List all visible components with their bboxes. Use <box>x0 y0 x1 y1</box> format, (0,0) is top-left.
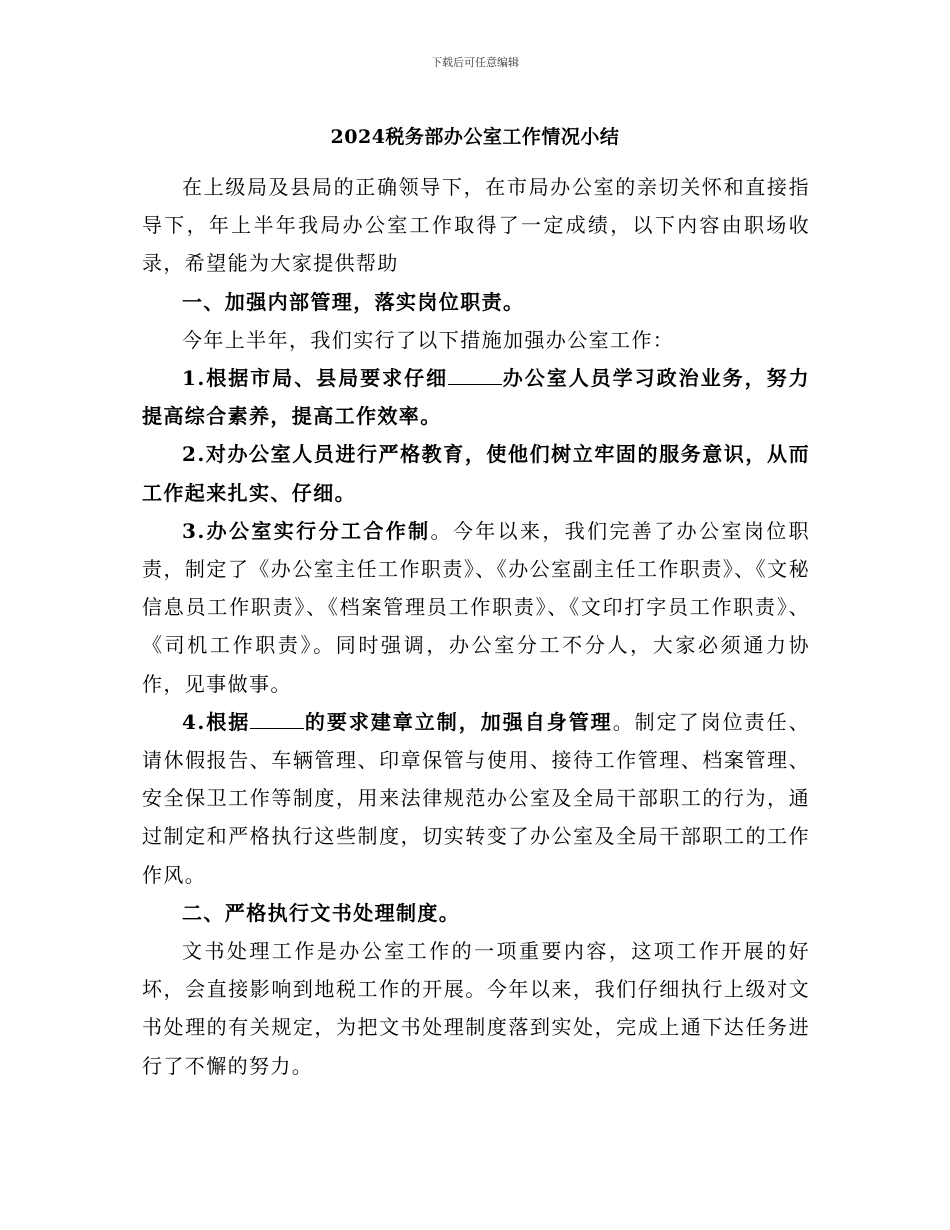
list-item-1-part-a: 1.根据市局、县局要求仔细 <box>182 366 449 391</box>
list-item-4-rest: 。制定了岗位责任、请休假报告、车辆管理、印章保管与使用、接待工作管理、档案管理、安全保卫工作等制度，用来法律规范办公室及全局干部职工的行为，通过制定和严格执行这些制度，切实转变了办公室及全局干部职工的工作作风。 <box>142 709 810 887</box>
document-body <box>142 168 810 1085</box>
header-note: 下载后可任意编辑 <box>431 56 519 69</box>
intro-paragraph: 在上级局及县局的正确领导下，在市局办公室的亲切关怀和直接指导下，年上半年我局办公室工作取得了一定成绩，以下内容由职场收录，希望能为大家提供帮助 <box>142 175 810 276</box>
fill-in-blank <box>250 710 304 729</box>
section-heading-1: 一、加强内部管理，落实岗位职责。 <box>182 289 525 314</box>
list-item-4 <box>142 703 810 894</box>
list-item-4-lead-a: 4.根据 <box>182 709 251 734</box>
section-heading-2: 二、严格执行文书处理制度。 <box>182 900 461 925</box>
documents-paragraph: 文书处理工作是办公室工作的一项重要内容，这项工作开展的好坏，会直接影响到地税工作的开展。今年以来，我们仔细执行上级对文书处理的有关规定，为把文书处理制度落到实处，完成上通下达任务进行了不懈的努力。 <box>142 939 810 1078</box>
list-item-3-lead: 3.办公室实行分工合作制 <box>182 518 431 543</box>
measures-paragraph: 今年上半年，我们实行了以下措施加强办公室工作： <box>182 327 675 352</box>
list-item-4-lead-b: 的要求建章立制，加强自身管理 <box>304 709 613 734</box>
list-item-3-rest: 。今年以来，我们完善了办公室岗位职责，制定了《办公室主任工作职责》、《办公室副主任工作职责》、《文秘信息员工作职责》、《档案管理员工作职责》、《文印打字员工作职责》、《司机工作职责》。同时强调，办公室分工不分人，大家必须通力协作，见事做事。 <box>142 518 810 696</box>
list-item-1 <box>142 359 810 435</box>
fill-in-blank <box>448 366 502 385</box>
list-item-3 <box>142 512 810 703</box>
list-item-2: 2.对办公室人员进行严格教育，使他们树立牢固的服务意识，从而工作起来扎实、仔细。 <box>142 442 810 505</box>
list-item-1-part-b: 办公室人员学习政治业务，努力提高综合素养，提高工作效率。 <box>142 366 810 429</box>
document-title: 2024税务部办公室工作情况小结 <box>330 126 620 148</box>
